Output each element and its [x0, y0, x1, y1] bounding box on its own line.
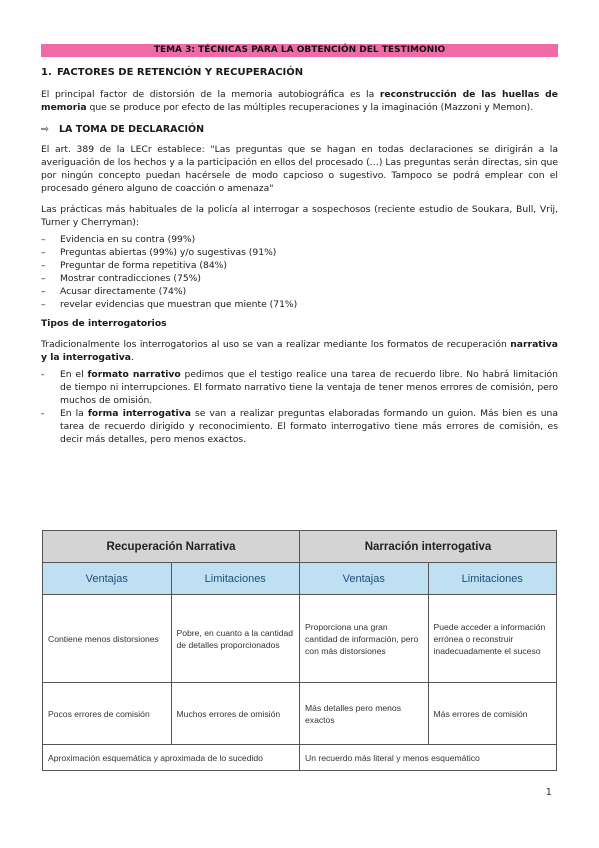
bullet-mark: -: [41, 369, 45, 380]
table-cell: Contiene menos distorsiones: [43, 595, 172, 683]
list-item: [41, 259, 558, 272]
section-heading: [41, 66, 558, 80]
list-item-text: revelar evidencias que muestran que miente (71%): [60, 299, 298, 310]
list-item: [41, 407, 558, 446]
list-item-text: Acusar directamente (74%): [60, 286, 187, 297]
intro-bold: reconstrucción de las huellas de memoria: [41, 89, 558, 113]
page-number: 1: [545, 787, 552, 798]
dash-mark: –: [41, 247, 46, 258]
tradicional-text: Tradicionalmente los interrogatorios al uso se van a realizar mediante los formatos de recuperación: [41, 339, 511, 350]
tradicional-bold: narrativa y la interrogativa: [41, 339, 558, 363]
format-bold: forma interrogativa: [87, 408, 191, 419]
article-paragraph: El art. 389 de la LECr establece: "Las preguntas que se hagan en todas declaraciones se dirigirán a la averiguación de los hechos y a la participación en ellos del procesado (…) Las preguntas serán directas, sin que por ningún concepto puedan hacérsele de modo capcioso o sugestivo. Tampoco se podrá emplear con el procesado género alguno de coacción o amenaza": [41, 144, 558, 194]
list-item: [41, 298, 558, 311]
format-text-end: se van a realizar preguntas elaboradas formando un guion. Más bien es una tarea de recuerdo dirigido y reconocimiento. El formato interrogativo tiene más errores de comisión, es decir más detalles, pero menos exactos.: [60, 408, 558, 445]
table-cell: Un recuerdo más literal y menos esquemático: [300, 745, 557, 771]
dash-mark: –: [41, 234, 46, 245]
format-text-end: pedimos que el testigo realice una tarea de recuerdo libre. No habrá limitación de tiempo ni interrupciones. El formato narrativo tiene la ventaja de tener menos errores de comisión, pero muchos de omisión.: [60, 369, 558, 406]
list-item: [41, 285, 558, 298]
document-title: TEMA 3: TÉCNICAS PARA LA OBTENCIÓN DEL TESTIMONIO: [41, 44, 558, 57]
practices-list: [41, 233, 558, 311]
table-subheader: Ventajas: [43, 563, 172, 595]
list-item: [41, 246, 558, 259]
list-item-text: Mostrar contradicciones (75%): [60, 273, 201, 284]
table-cell: Aproximación esquemática y aproximada de lo sucedido: [43, 745, 300, 771]
dash-mark: –: [41, 299, 46, 310]
table-row: [43, 683, 557, 745]
list-item: [41, 272, 558, 285]
list-item-text: Evidencia en su contra (99%): [60, 234, 196, 245]
table-cell: Pocos errores de comisión: [43, 683, 172, 745]
table-cell: Más errores de comisión: [428, 683, 557, 745]
table-cell: Puede acceder a información errónea o reconstruir inadecuadamente el suceso: [428, 595, 557, 683]
dash-mark: –: [41, 260, 46, 271]
tradicional-paragraph: [41, 338, 558, 364]
table-subheader: Limitaciones: [171, 563, 300, 595]
subsection-heading: [41, 123, 558, 137]
intro-paragraph: [41, 88, 558, 114]
arrow-icon: ⇨: [41, 124, 49, 135]
section-title: FACTORES DE RETENCIÓN Y RECUPERACIÓN: [57, 67, 304, 78]
practices-intro: Las prácticas más habituales de la policía al interrogar a sospechosos (reciente estudio de Soukara, Bull, Vrij, Turner y Cherryman):: [41, 204, 558, 228]
intro-text-end: que se produce por efecto de las múltiples recuperaciones y la imaginación (Mazzoni y Memon).: [86, 102, 534, 113]
dash-mark: –: [41, 273, 46, 284]
table-cell: Muchos errores de omisión: [171, 683, 300, 745]
format-text: En el: [60, 369, 88, 380]
table-cell: Más detalles pero menos exactos: [300, 683, 429, 745]
section-number: 1.: [41, 67, 52, 78]
list-item: [41, 368, 558, 407]
table-header-narrativa: Recuperación Narrativa: [43, 531, 300, 563]
table-header-interrogativa: Narración interrogativa: [300, 531, 557, 563]
tradicional-text-end: .: [130, 352, 134, 363]
intro-text: El principal factor de distorsión de la memoria autobiográfica es la: [41, 89, 380, 100]
comparison-table: [42, 530, 557, 771]
tipos-heading: Tipos de interrogatorios: [41, 318, 167, 329]
table-subheader: Limitaciones: [428, 563, 557, 595]
format-text: En la: [60, 408, 88, 419]
list-item: [41, 233, 558, 246]
table-row: [43, 745, 557, 771]
bullet-mark: -: [41, 408, 45, 419]
list-item-text: Preguntar de forma repetitiva (84%): [60, 260, 227, 271]
formats-list: [41, 368, 558, 446]
list-item-text: Preguntas abiertas (99%) y/o sugestivas (91%): [60, 247, 277, 258]
document-page: [41, 44, 558, 446]
format-bold: formato narrativo: [87, 369, 181, 380]
table-subheader: Ventajas: [300, 563, 429, 595]
subsection-title: LA TOMA DE DECLARACIÓN: [59, 124, 205, 135]
dash-mark: –: [41, 286, 46, 297]
table-row: [43, 595, 557, 683]
table-cell: Proporciona una gran cantidad de información, pero con más distorsiones: [300, 595, 429, 683]
table-cell: Pobre, en cuanto a la cantidad de detalles proporcionados: [171, 595, 300, 683]
